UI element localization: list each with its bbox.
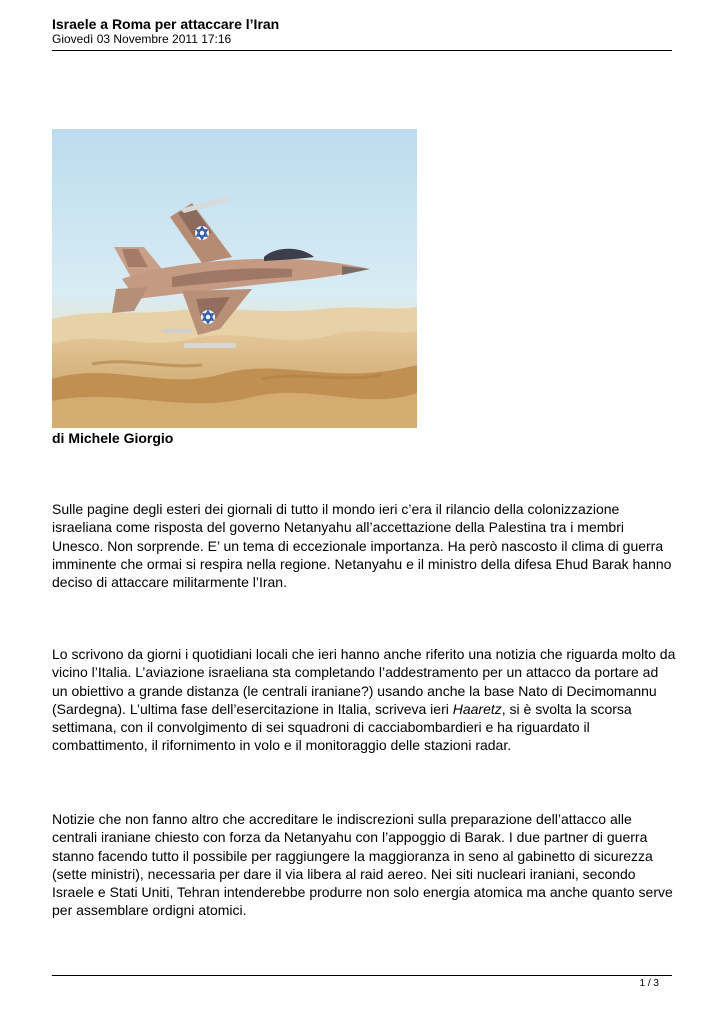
- article-date: Giovedì 03 Novembre 2011 17:16: [52, 32, 232, 46]
- paragraph-2-text-start: Lo scrivono da giorni i quotidiani locali che ieri hanno anche riferito una notizia che riguarda molto da vicino l’Italia. L’aviazione israeliana sta completando l’addestramento per un attacco da portare ad un obiettivo a grande distanza (le centrali iraniane?) usando anche la base Nato di Decimomannu (Sardegna). L’ultima fase dell’esercitazione in Italia, scriveva ieri: [52, 646, 676, 717]
- article-title: Israele a Roma per attaccare l’Iran: [52, 16, 280, 32]
- paragraph-2-text-end: , si è svolta la scorsa settimana, con il convolgimento di sei squadroni di cacciabombardieri e ha riguardato il combattimento, il rifornimento in volo e il monitoraggio delle stazioni radar.: [52, 700, 632, 754]
- article-byline: di Michele Giorgio: [52, 430, 174, 446]
- page-number: 1 / 3: [639, 978, 659, 989]
- newspaper-name: Haaretz: [452, 700, 502, 717]
- fighter-jet-photo: [52, 129, 417, 428]
- article-paragraph-3: Notizie che non fanno altro che accreditare le indiscrezioni sulla preparazione dell’attacco alle centrali iraniane chiesto con forza da Netanyahu con l’appoggio di Barak. I due partner di guerra stanno facendo tutto il possibile per raggiungere la maggioranza in seno al gabinetto di sicurezza (sette ministri), necessaria per dare il via libera al raid aereo. Nei siti nucleari iraniani, secondo Israele e Stati Uniti, Tehran intenderebbe produrre non solo energia atomica ma anche quanto serve per assemblare ordigni atomici.: [52, 811, 673, 919]
- page-header: [52, 16, 672, 47]
- article-paragraph-1: Sulle pagine degli esteri dei giornali di tutto il mondo ieri c’era il rilancio della colonizzazione israeliana come risposta del governo Netanyahu all’accettazione della Palestina tra i membri Unesco. Non sorprende. E’ un tema di eccezionale importanza. Ha però nascosto il clima di guerra imminente che ormai si respira nella regione. Netanyahu e il ministro della difesa Ehud Barak hanno deciso di attaccare militarmente l’Iran.: [52, 501, 672, 591]
- header-divider: [52, 50, 672, 51]
- article-paragraph-2: [52, 645, 677, 755]
- footer-divider: [52, 975, 672, 976]
